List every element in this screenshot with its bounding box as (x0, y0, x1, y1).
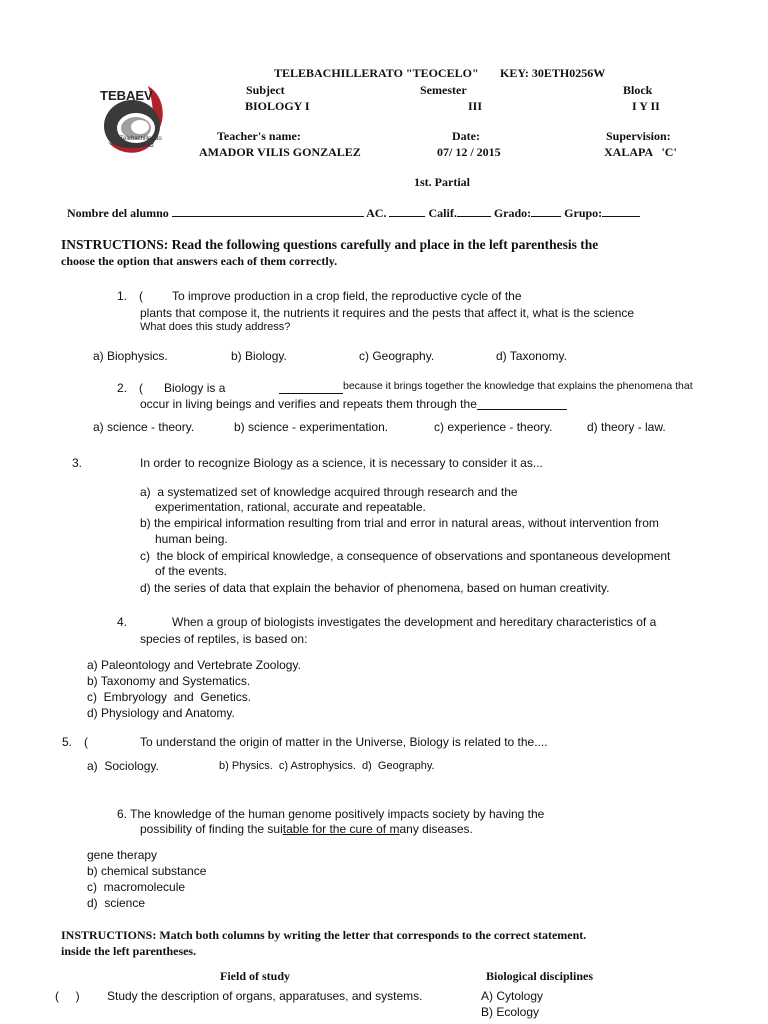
instructions-1-line2: choose the option that answers each of them correctly. (61, 254, 338, 268)
matching-col1-header: Field of study (220, 969, 291, 983)
block-value: I Y II (632, 99, 660, 113)
q2-option-c: c) experience - theory. (434, 420, 553, 434)
q2-line1b: because it brings together the knowledge that explains the phenomena that (343, 380, 693, 392)
teacher-label: Teacher's name: (217, 129, 301, 143)
q1-option-d: d) Taxonomy. (496, 349, 567, 363)
q6-option-c: c) macromolecule (87, 880, 186, 894)
q6-option-a: gene therapy (87, 848, 158, 862)
q3-option-a-line1: a) a systematized set of knowledge acquired through research and the (140, 485, 518, 499)
q4-line2: species of reptiles, is based on: (140, 632, 308, 646)
school-key: KEY: 30ETH0256W (500, 66, 606, 80)
q2-blank2[interactable] (477, 398, 567, 410)
q1-number: 1. (117, 289, 128, 303)
logo-brand: TEBAEV (100, 88, 153, 103)
grupo-blank[interactable] (602, 205, 640, 217)
logo-subtitle-2: de Veracruz (122, 143, 155, 149)
grupo-label: Grupo: (564, 206, 603, 220)
date-label: Date: (452, 129, 480, 143)
subject-label: Subject (246, 83, 285, 97)
matching-row1-paren[interactable]: ( ) (55, 989, 80, 1003)
q4-option-b: b) Taxonomy and Systematics. (87, 674, 251, 688)
q2-option-a: a) science - theory. (93, 420, 195, 434)
q3-option-d-line1: d) the series of data that explain the behavior of phenomena, based on human creativity. (140, 581, 610, 595)
teacher-value: AMADOR VILIS GONZALEZ (199, 145, 361, 159)
calif-label: Calif. (428, 206, 457, 220)
q1-option-a: a) Biophysics. (93, 349, 168, 363)
supervision-label: Supervision: (606, 129, 671, 143)
q1-line2: plants that compose it, the nutrients it requires and the pests that affect it, what is the science (140, 306, 635, 320)
q3-option-c-line1: c) the block of empirical knowledge, a consequence of observations and spontaneous development (140, 549, 671, 563)
q3-option-a-line2: experimentation, rational, accurate and repeatable. (155, 500, 426, 514)
q2-line1a: Biology is a (164, 381, 226, 395)
block-label: Block (623, 83, 653, 97)
student-name-blank[interactable] (172, 205, 364, 217)
q5-number: 5. (62, 735, 73, 749)
q3-stem: In order to recognize Biology as a science, it is necessary to consider it as... (140, 456, 543, 470)
q4-option-d: d) Physiology and Anatomy. (87, 706, 235, 720)
q1-line3: What does this study address? (140, 321, 291, 333)
student-name-label: Nombre del alumno (67, 206, 169, 220)
calif-blank[interactable] (457, 205, 491, 217)
q4-option-c: c) Embryology and Genetics. (87, 690, 252, 704)
q4-option-a: a) Paleontology and Vertebrate Zoology. (87, 658, 301, 672)
q4-number: 4. (117, 615, 128, 629)
q1-option-c: c) Geography. (359, 349, 435, 363)
q6-line2-part3: any diseases. (399, 822, 473, 836)
q6-line2-underlined: table for the cure of m (282, 822, 400, 836)
q2-blank1[interactable] (279, 382, 343, 394)
student-info-line (67, 205, 640, 221)
q1-option-b: b) Biology. (231, 349, 287, 363)
q3-option-c-line2: of the events. (155, 564, 228, 578)
q2-number: 2. (117, 381, 128, 395)
q5-paren[interactable]: ( (84, 735, 88, 749)
q6-option-d: d) science (87, 896, 146, 910)
school-name: TELEBACHILLERATO "TEOCELO" (274, 66, 479, 80)
semester-value: III (468, 99, 483, 113)
discipline-a: A) Cytology (481, 989, 544, 1003)
grado-blank[interactable] (531, 205, 561, 217)
q5-options-rest: b) Physics. c) Astrophysics. d) Geography. (219, 760, 435, 772)
logo-subtitle-1: Telebachillerato (120, 136, 162, 142)
matching-col2-header: Biological disciplines (486, 969, 594, 983)
instructions-2-line1: INSTRUCTIONS: Match both columns by writing the letter that corresponds to the correct statement. (61, 928, 587, 942)
q3-number: 3. (72, 456, 83, 470)
q1-paren[interactable]: ( (139, 289, 143, 303)
q1-line1: To improve production in a crop field, the reproductive cycle of the (172, 289, 522, 303)
q6-option-b: b) chemical substance (87, 864, 207, 878)
q5-option-a: a) Sociology. (87, 759, 159, 773)
grado-label: Grado: (493, 206, 532, 220)
supervision-value: XALAPA 'C' (604, 145, 677, 159)
ac-label: AC. (366, 206, 387, 220)
q2-paren[interactable]: ( (139, 381, 143, 395)
discipline-b: B) Ecology (481, 1005, 540, 1019)
date-value: 07/ 12 / 2015 (437, 145, 501, 159)
matching-row1-text: Study the description of organs, apparatuses, and systems. (107, 989, 423, 1003)
q2-line2: occur in living beings and verifies and repeats them through the (140, 397, 477, 411)
q4-line1: When a group of biologists investigates the development and hereditary characteristics of a (172, 615, 657, 629)
q6-line2 (140, 822, 473, 836)
q2-option-d: d) theory - law. (587, 420, 666, 434)
q6-line1: 6. The knowledge of the human genome positively impacts society by having the (117, 807, 545, 821)
q3-option-b-line2: human being. (155, 532, 228, 546)
q2-option-b: b) science - experimentation. (234, 420, 389, 434)
subject-value: BIOLOGY I (245, 99, 310, 113)
instructions-1-line1: INSTRUCTIONS: Read the following questions carefully and place in the left parenthesis the (61, 237, 599, 252)
semester-label: Semester (420, 83, 467, 97)
q3-option-b-line1: b) the empirical information resulting from trial and error in natural areas, without intervention from (140, 516, 659, 530)
ac-blank[interactable] (389, 205, 425, 217)
partial-title: 1st. Partial (414, 175, 470, 189)
q5-stem: To understand the origin of matter in the Universe, Biology is related to the.... (140, 735, 548, 749)
q6-line2-part1: possibility of finding the sui (140, 822, 283, 836)
instructions-2-line2: inside the left parentheses. (61, 944, 197, 958)
